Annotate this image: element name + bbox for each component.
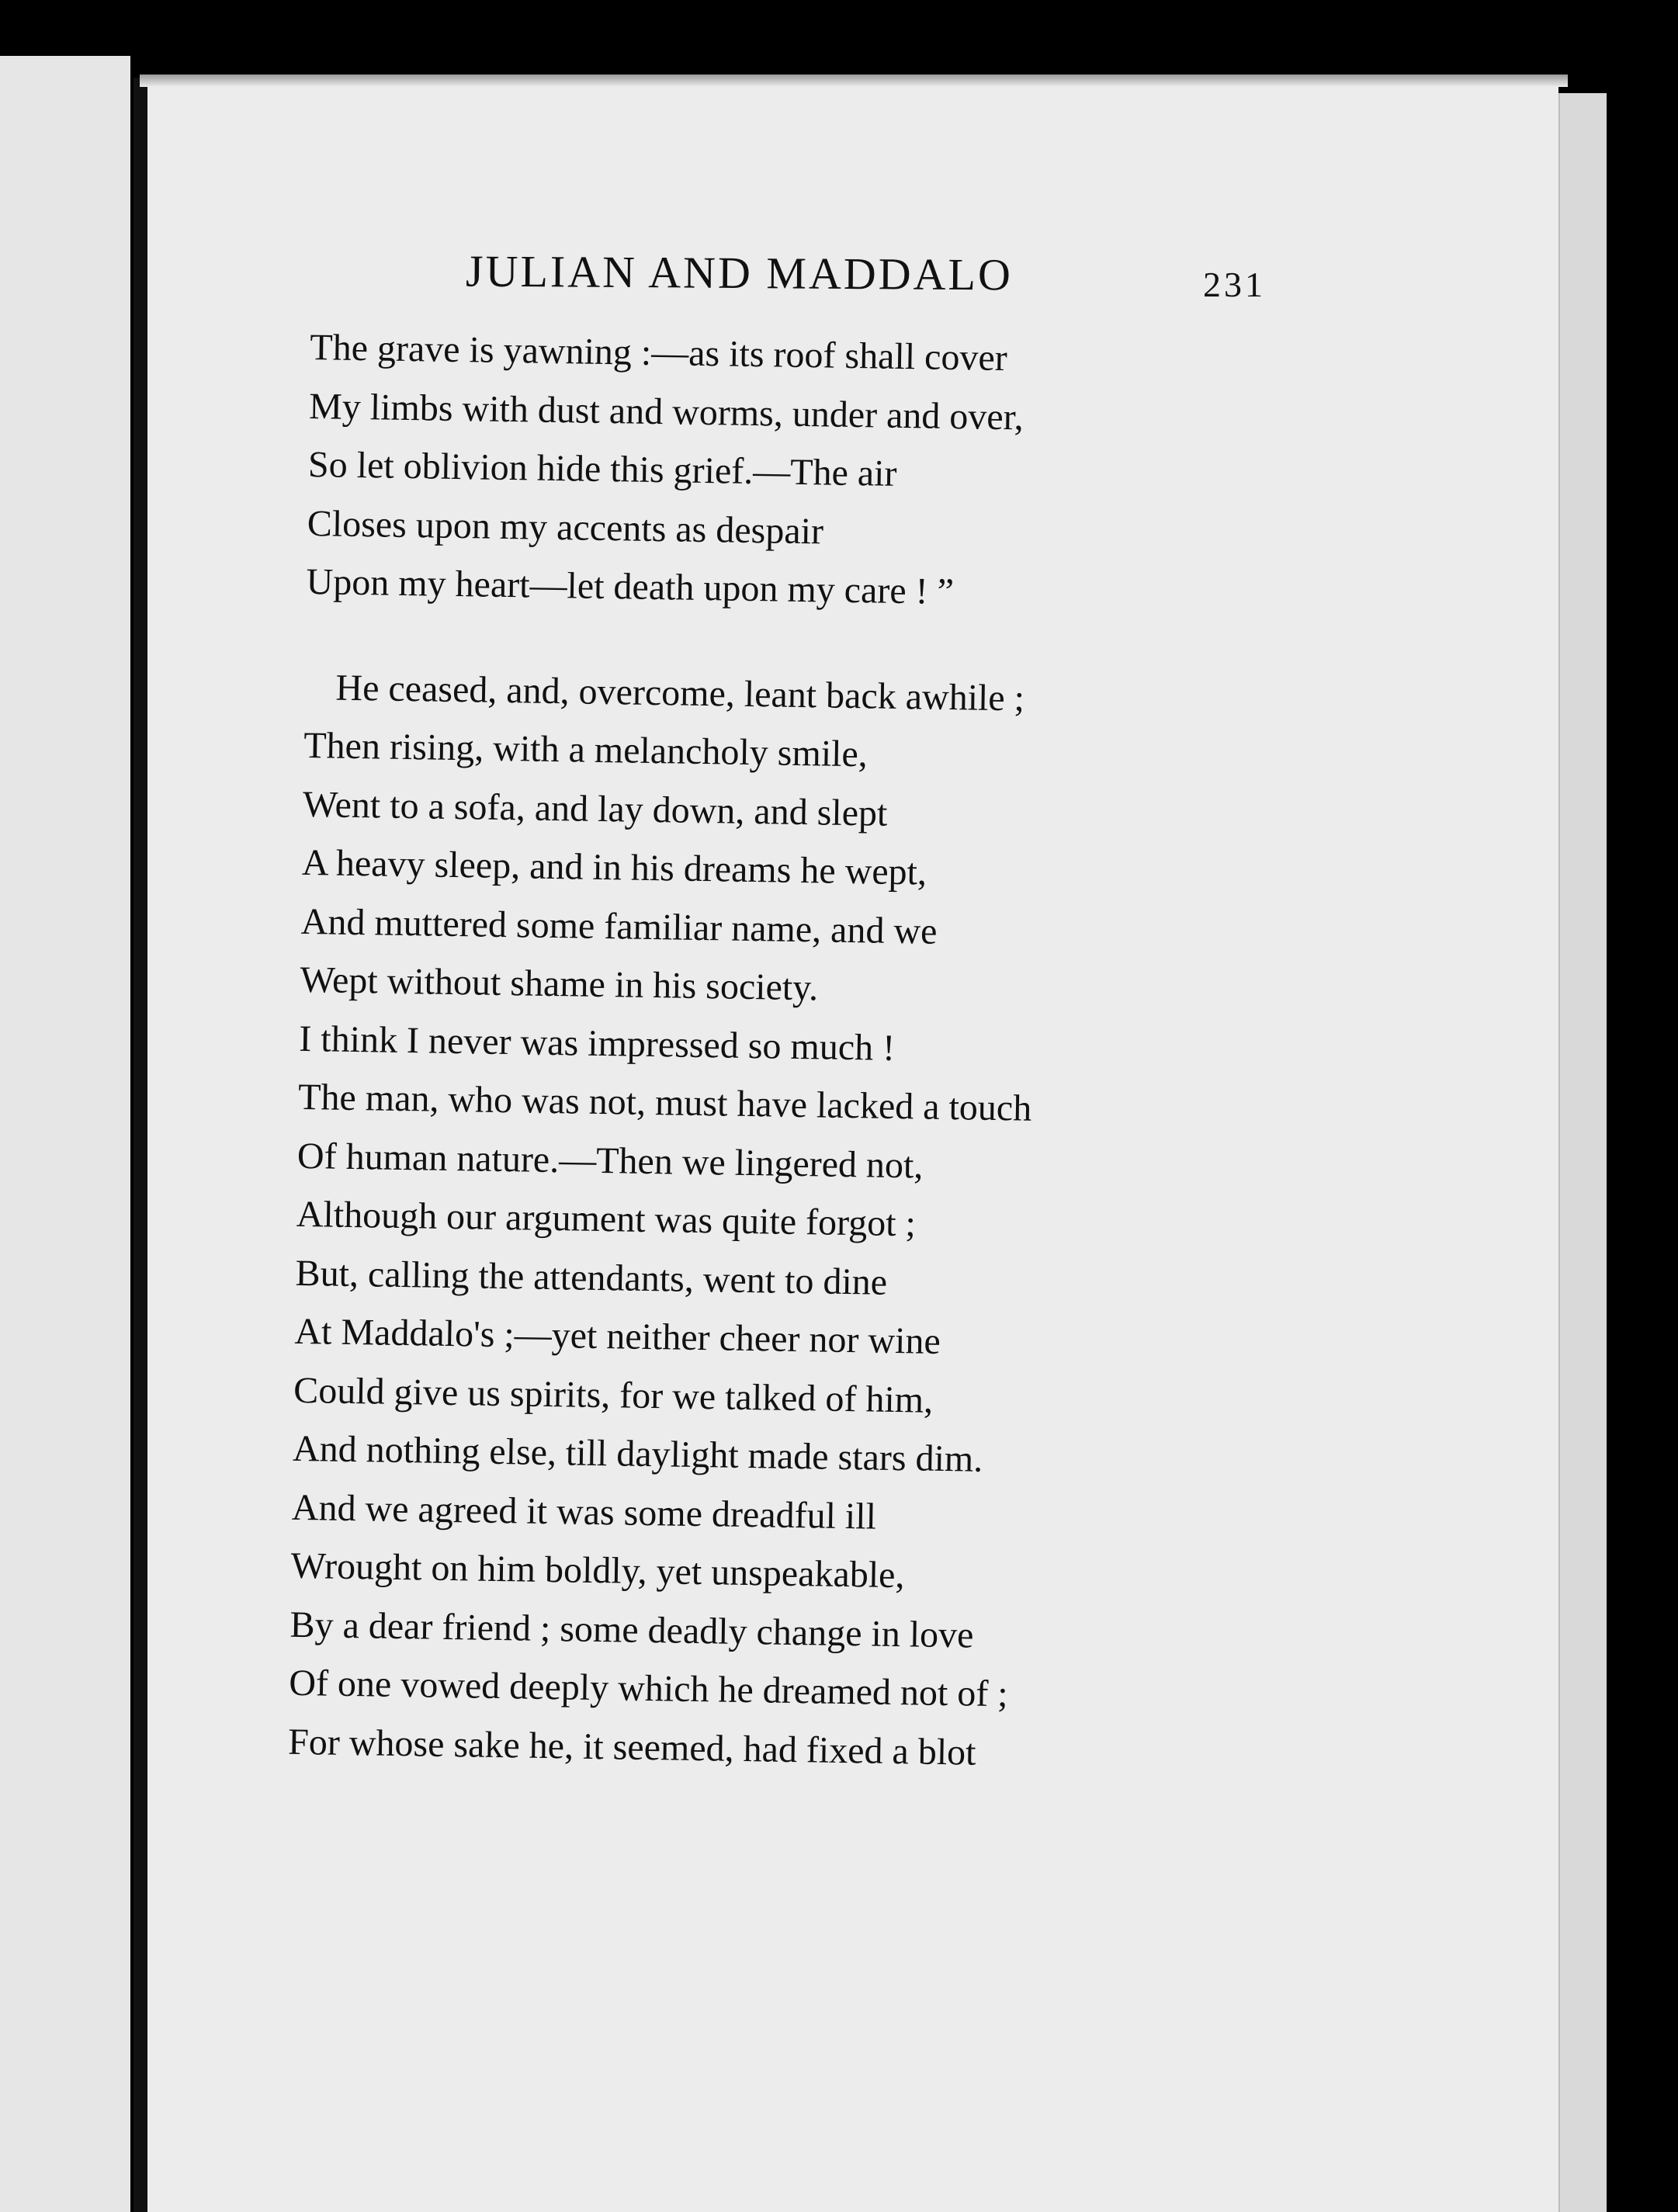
poem-line: Wept without shame in his society.	[300, 959, 819, 1009]
poem-line: My limbs with dust and worms, under and over,	[308, 385, 1024, 438]
poem-line: Of human nature.—Then we lingered not,	[296, 1135, 924, 1187]
poem-line: The grave is yawning :—as its roof shall cover	[309, 326, 1008, 380]
poem-line: And we agreed it was some dreadful ill	[291, 1486, 877, 1538]
poem-line: Closes upon my accents as despair	[307, 502, 824, 552]
poem-line: Went to a sofa, and lay down, and slept	[302, 783, 888, 834]
poem-line: And nothing else, till daylight made stars dim.	[292, 1427, 983, 1480]
book-gutter	[133, 78, 147, 2212]
poem-line: And muttered some familiar name, and we	[300, 900, 938, 952]
poem-line: The man, who was not, must have lacked a touch	[297, 1076, 1032, 1129]
poem-line: But, calling the attendants, went to dine	[295, 1252, 888, 1303]
stanza-2	[288, 657, 1236, 1785]
poem-line: At Maddalo's ;—yet neither cheer nor wine	[294, 1310, 941, 1362]
page-number: 231	[1203, 265, 1266, 304]
poem-line: So let oblivion hide this grief.—The air	[307, 443, 897, 494]
poem-line: By a dear friend ; some deadly change in love	[289, 1604, 974, 1656]
page-right-edge	[1558, 93, 1607, 2212]
poem-line: He ceased, and, overcome, leant back awhile ;	[335, 667, 1025, 719]
page-top-shadow	[140, 75, 1568, 87]
poem-line: Upon my heart—let death upon my care ! ”	[306, 560, 955, 613]
poem-line: I think I never was impressed so much !	[299, 1018, 896, 1069]
previous-page-edge	[0, 56, 130, 2212]
poem-line: Of one vowed deeply which he dreamed not of ;	[288, 1662, 1009, 1715]
poem-line: Although our argument was quite forgot ;	[296, 1193, 917, 1245]
poem-line: A heavy sleep, and in his dreams he wept,	[301, 841, 927, 893]
poem-text	[287, 318, 1242, 1832]
poem-line: Then rising, with a melancholy smile,	[303, 724, 868, 775]
running-title: JULIAN AND MADDALO	[465, 245, 1014, 300]
poem-line: For whose sake he, it seemed, had fixed a blot	[287, 1721, 976, 1773]
poem-line: Could give us spirits, for we talked of him,	[293, 1369, 934, 1421]
poem-line: Wrought on him boldly, yet unspeakable,	[290, 1545, 905, 1597]
stanza-1	[306, 318, 1242, 626]
